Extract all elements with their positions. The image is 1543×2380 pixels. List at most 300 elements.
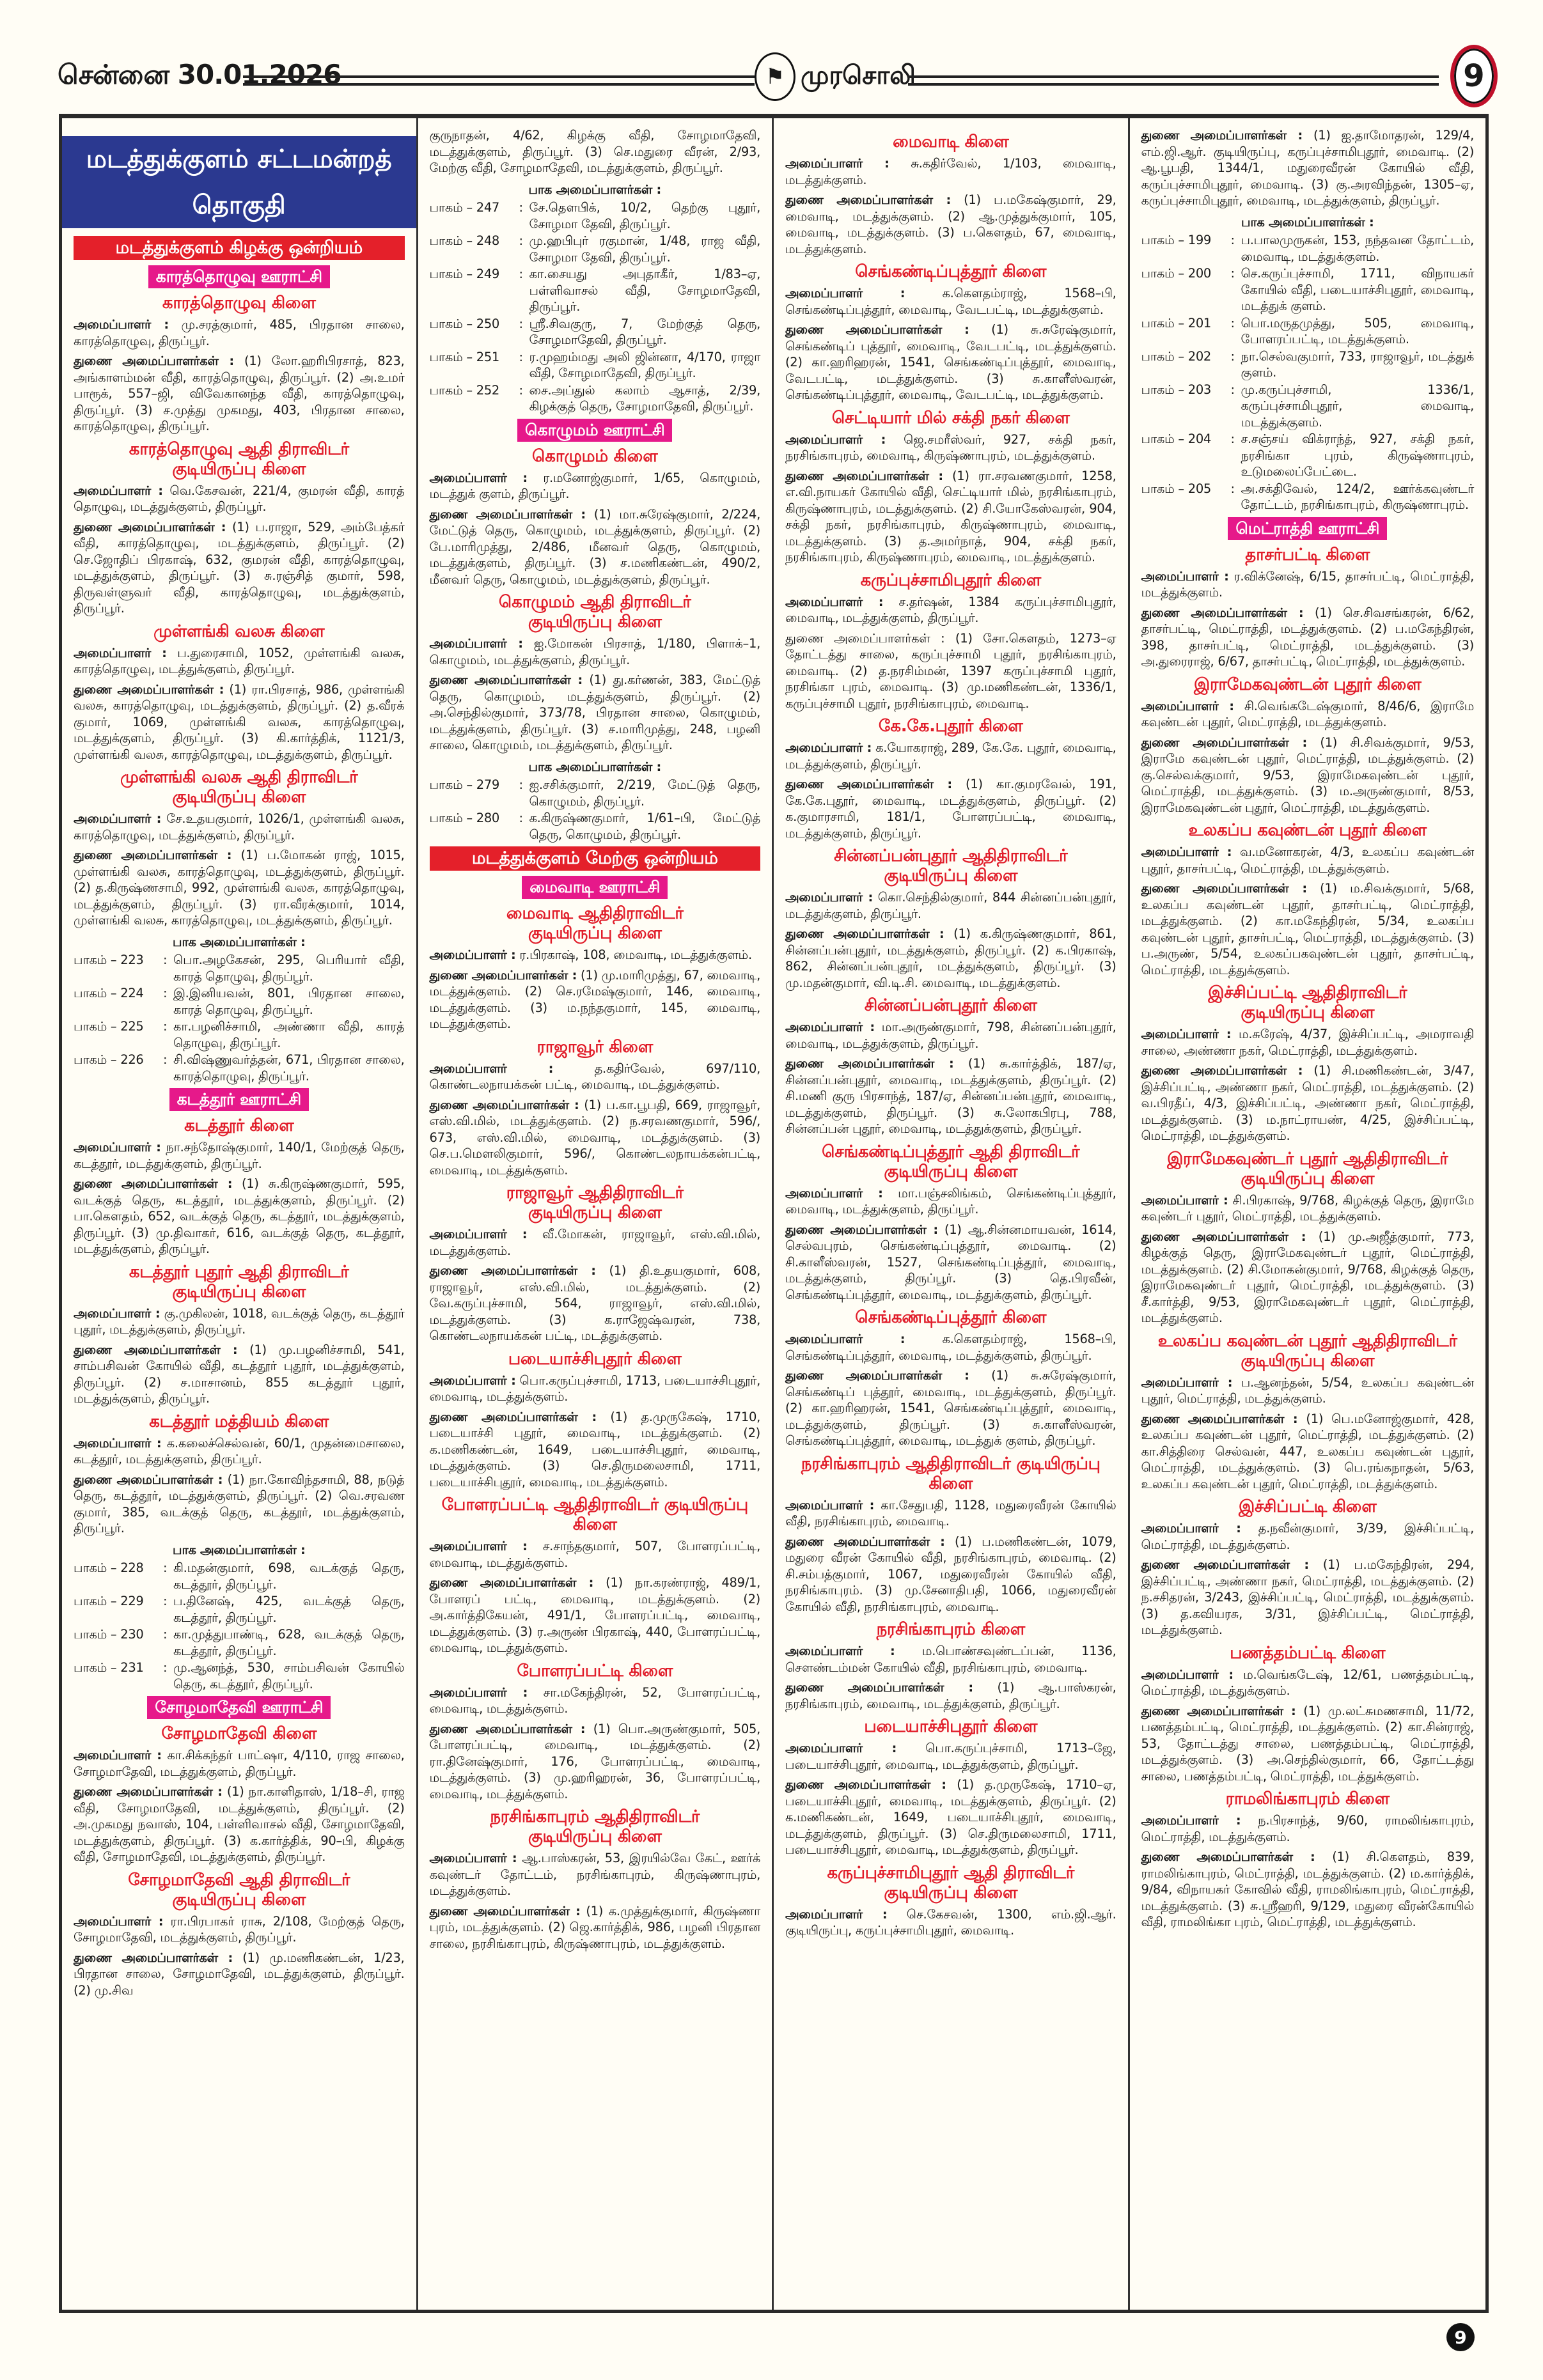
entry-label: அமைப்பாளர் : <box>1141 1521 1241 1536</box>
branch-heading: இராமேகவுண்டர் புதூர் ஆதிதிராவிடர் குடியிருப்பு கிளை <box>1167 1149 1448 1188</box>
booth-organizer-text: ப.பாலமுருகன், 153, நந்தவன தோட்டம், மைவாடி, மடத்துக்குளம். <box>1241 233 1474 264</box>
booth-colon: : <box>1230 348 1235 364</box>
newspaper-name: முரசொலி <box>801 60 916 90</box>
booth-organizers-heading: பாக அமைப்பாளர்கள் : <box>172 1542 306 1557</box>
booth-prefix: பாகம் – <box>1141 432 1184 446</box>
booth-prefix: பாகம் – <box>429 316 473 331</box>
entry-label: துணை அமைப்பாளர்கள் : <box>785 1680 973 1695</box>
deputy-organizers-entry <box>430 1409 761 1491</box>
entry-label: துணை அமைப்பாளர்கள் : <box>785 468 943 483</box>
entry-label: அமைப்பாளர் : <box>1141 568 1229 584</box>
booth-colon: : <box>163 1019 168 1034</box>
entry-text: (1) சி.சிவக்குமார், 9/53, இராமே கவுண்டன் புதூர், மெட்ராத்தி, மடத்துக்குளம். (2) கு.செல்வக்குமார், 9/53, இராமேகவுண்டன் புதூர், மெட்ராத்தி, மடத்துக்குளம். (3) ம.அருண்குமார், 8/53, இராமேகவுண்டன் புதூர், மெட்ராத்தி, மடத்துக்குளம். <box>1141 735 1475 815</box>
entry-label: துணை அமைப்பாளர்கள் : <box>429 1409 597 1424</box>
branch-heading: கடத்தூர் மத்தியம் கிளை <box>149 1412 329 1431</box>
booth-number <box>74 952 163 984</box>
deputy-organizers-entry <box>1141 880 1475 978</box>
deputy-organizers-entry <box>430 1903 761 1952</box>
entry-label: அமைப்பாளர் : <box>74 483 163 498</box>
branch-heading: செங்கண்டிப்புத்தூர் ஆதி திராவிடர் குடியிருப்பு கிளை <box>822 1142 1080 1181</box>
booth-no: 205 <box>1187 481 1212 496</box>
deputy-organizers-entry <box>74 1472 405 1537</box>
branch-heading: சோழமாதேவி கிளை <box>161 1724 317 1743</box>
entry-label: அமைப்பாளர் : <box>1141 1374 1233 1390</box>
constituency-title: மடத்துக்குளம் சட்டமன்றத் தொகுதி <box>62 136 416 228</box>
entry-text: (1) கா.குமரவேல், 191, கே.கே.புதூர், மைவாடி, மடத்துக்குளம், திருப்பூர். (2) க.குமாரசாமி, 181/1, போளரப்பட்டி, மைவாடி, மடத்துக்குளம், திருப்பூர். <box>785 777 1116 841</box>
booth-number <box>1141 232 1231 265</box>
booth-organizer-text: நா.செல்வகுமார், 733, ராஜாவூர், மடத்துக் குளம். <box>1241 348 1474 380</box>
entry-label: துணை அமைப்பாளர்கள் : <box>785 1056 954 1071</box>
deputy-organizers-entry <box>785 1534 1116 1615</box>
entry-text: (1) த.முருகேஷ், 1710, படையாச்சி புதூர், மைவாடி, மடத்துக்குளம். (2) க.மணிகண்டன், 1649, படையாச்சிபுதூர், மைவாடி, மடத்துக்குளம். (3) செ.திருமலைசாமி, 1711, படையாச்சிபுதூர், மைவாடி, மடத்துக்குளம். <box>429 1409 760 1489</box>
booth-organizer-text: ஐ.சசிக்குமார், 2/219, மேட்டுத் தெரு, கொழுமம், திருப்பூர். <box>529 777 760 809</box>
entry-label: அமைப்பாளர் : <box>74 1435 162 1451</box>
booth-prefix: பாகம் – <box>429 349 473 364</box>
organizer-entry <box>430 1061 761 1093</box>
entry-label: அமைப்பாளர் : <box>785 1741 897 1755</box>
deputy-organizers-entry <box>785 1222 1116 1303</box>
booth-colon: : <box>1230 233 1235 247</box>
entry-label: அமைப்பாளர் : <box>785 156 889 171</box>
deputy-organizers-entry <box>74 847 405 929</box>
booth-organizer-row <box>1141 265 1475 315</box>
booth-organizer-text: கி.மதன்குமார், 698, வடக்குத் தெரு, கடத்தூர், திருப்பூர். <box>173 1560 405 1592</box>
organizer-entry <box>785 432 1116 464</box>
entry-label: அமைப்பாளர் : <box>429 1539 528 1553</box>
entry-text: (1) ப.மோகன் ராஜ், 1015, முள்ளங்கி வலசு, காரத்தொழுவு, மடத்துக்குளம், திருப்பூர். (2) த.கிருஷ்ணசாமி, 992, முள்ளங்கி வலசு, காரத்தொழுவு, மடத்துக்குளம், திருப்பூர். (3) ரா.வீரக்குமார், 1014, முள்ளங்கி வலசு, காரத்தொழுவு, மடத்துக்குளம், திருப்பூர். <box>74 848 405 928</box>
entry-label: துணை அமைப்பாளர்கள் : <box>429 1575 594 1590</box>
branch-heading: கருப்புச்சாமிபுதூர் ஆதி திராவிடர் குடியிருப்பு கிளை <box>827 1863 1074 1902</box>
booth-organizer-text: செ.கருப்புச்சாமி, 1711, விநாயகர் கோயில் வீதி, படையாச்சிபுதூர், மைவாடி, மடத்துக் குளம். <box>1241 266 1474 313</box>
entry-label: துணை அமைப்பாளர்கள் : <box>785 192 951 207</box>
branch-heading: மைவாடி கிளை <box>893 132 1009 152</box>
deputy-organizers-entry <box>74 1950 405 1999</box>
entry-text: (1) மு.அஜீத்குமார், 773, கிழக்குத் தெரு, இராமேகவுண்டர் புதூர், மெட்ராத்தி, மடத்துக்குளம். (2) சி.மோகன்குமார், 9/768, கிழக்குத் தெரு, இராமேகவுண்டர் புதூர், மெட்ராத்தி, மடத்துக்குளம். (3) சீ.கார்த்தி, 9/53, இராமேகவுண்டர் புதூர், மெட்ராத்தி, மடத்துக்குளம். <box>1141 1229 1475 1325</box>
deputy-organizers-entry <box>430 672 761 754</box>
branch-heading: ராஜாவூர் கிளை <box>537 1037 653 1057</box>
organizer-entry <box>785 740 1116 772</box>
entry-text: சு.கதிர்வேல், 1/103, மைவாடி, மடத்துக்குளம். <box>785 156 1116 187</box>
organizer-entry <box>785 1643 1116 1676</box>
entry-label: துணை அமைப்பாளர்கள் : <box>74 519 226 534</box>
deputy-organizers-entry <box>1141 1411 1475 1493</box>
deputy-organizers-entry <box>785 192 1116 257</box>
entry-label: அமைப்பாளர் : <box>785 740 872 755</box>
booth-colon: : <box>163 1052 168 1067</box>
booth-number <box>74 1018 163 1051</box>
entry-text: (1) பெ.மனோஜ்குமார், 428, உலகப்ப கவுண்டன் புதூர், மெட்ராத்தி, மடத்துக்குளம். (2) கா.சித்திரை செல்வன், 447, உலகப்ப கவுண்டன் புதூர், மெட்ராத்தி, மடத்துக்குளம். (3) பெ.ரங்கநாதன், 5/63, உலகப்ப கவுண்டன் புதூர், மெட்ராத்தி, மடத்துக்குளம். <box>1141 1411 1475 1491</box>
organizer-entry <box>785 1906 1116 1939</box>
entry-text: (1) மு.லட்சுமணசாமி, 11/72, பணத்தம்பட்டி, மெட்ராத்தி, மடத்துக்குளம். (2) கா.சின்ராஜ், 53, தோட்டத்து சாலை, பணத்தம்பட்டி, மெட்ராத்தி, மடத்துக்குளம். (3) அ.செந்தில்குமார், 66, தோட்டத்து சாலை, பணத்தம்பட்டி, மெட்ராத்தி, மடத்துக்குளம். <box>1141 1703 1474 1784</box>
booth-organizer-row <box>430 382 761 415</box>
booth-prefix: பாகம் – <box>74 1594 117 1608</box>
branch-heading: படையாச்சிபுதூர் கிளை <box>864 1717 1038 1736</box>
organizer-entry <box>785 1331 1116 1364</box>
organizer-entry <box>74 483 405 515</box>
entry-text: (1) ம.சிவக்குமார், 5/68, உலகப்ப கவுண்டன் புதூர், தாசர்பட்டி, மெட்ராத்தி, மடத்துக்குளம். (2) கா.மகேந்திரன், 5/34, உலகப்ப கவுண்டன் புதூர், தாசர்பட்டி, மெட்ராத்தி, மடத்துக்குளம். (3) ப.அருண், 5/54, உலகப்பகவுண்டன் புதூர், தாசர்பட்டி, மெட்ராத்தி, மடத்துக்குளம். <box>1141 881 1474 977</box>
booth-number <box>430 777 519 809</box>
organizer-entry <box>1141 1374 1475 1407</box>
edition-date: சென்னை 30.01.2026 <box>58 59 341 90</box>
booth-colon: : <box>519 382 523 398</box>
entry-text: (1) சி.மணிகண்டன், 3/47, இச்சிப்பட்டி, அண்ணா நகர், மெட்ராத்தி, மடத்துக்குளம். (2) வ.பிரதீப், 4/3, இச்சிப்பட்டி, அண்ணா நகர், மெட்ராத்தி, மடத்துக்குளம். (3) ம.நாட்ராயண், 4/25, இச்சிப்பட்டி, மெட்ராத்தி, மடத்துக்குளம். <box>1141 1063 1475 1143</box>
organizer-entry <box>74 316 405 349</box>
booth-organizer-row <box>1141 232 1475 265</box>
entry-label: துணை அமைப்பாளர்கள் : <box>74 1472 223 1487</box>
booth-prefix: பாகம் – <box>429 233 473 248</box>
booth-prefix: பாகம் – <box>74 1660 117 1675</box>
entry-label: துணை அமைப்பாளர்கள் : <box>74 848 232 862</box>
column-4 <box>1130 118 1486 2310</box>
booth-colon: : <box>519 316 523 331</box>
booth-organizers-heading: பாக அமைப்பாளர்கள் : <box>528 759 662 774</box>
booth-no: 203 <box>1187 382 1212 397</box>
deputy-organizers-entry <box>1141 127 1475 209</box>
entry-text: (1) நா.காளிதாஸ், 1/18–சி, ராஜ வீதி, சோழமாதேவி, மடத்துக்குளம், திருப்பூர். (2) அ.முகமது நவாஸ், 104, பள்ளிவாசல் வீதி, சோழமாதேவி, மடத்துக்குளம், திருப்பூர். (3) க.கார்த்திக், 90–பி, கிழக்கு வீதி, சோழமாதேவி, மடத்துக்குளம், திருப்பூர். <box>74 1784 405 1864</box>
entry-label: அமைப்பாளர் : <box>785 286 905 300</box>
entry-label: துணை அமைப்பாளர்கள் : <box>74 1176 233 1191</box>
entry-text: க.யோகராஜ், 289, கே.கே. புதூர், மைவாடி, மடத்துக்குளம், திருப்பூர். <box>785 740 1116 772</box>
organizer-entry <box>1141 1812 1475 1845</box>
booth-prefix: பாகம் – <box>429 777 473 792</box>
branch-heading: சின்னப்பன்புதூர் ஆதிதிராவிடர் குடியிருப்பு கிளை <box>834 846 1068 885</box>
deputy-organizers-entry <box>74 519 405 617</box>
branch-heading: தாசர்பட்டி கிளை <box>1245 545 1370 564</box>
deputy-organizers-entry <box>1141 1849 1475 1931</box>
booth-no: 230 <box>120 1627 144 1642</box>
booth-organizer-row <box>430 266 761 315</box>
booth-organizer-text: சே.தௌபிக், 10/2, தெற்கு புதூர், சோழமா தேவி, திருப்பூர். <box>529 200 760 231</box>
entry-label: துணை அமைப்பாளர்கள் : <box>429 673 583 687</box>
organizer-entry <box>74 1913 405 1946</box>
panchayat-heading: மெட்ராத்தி ஊராட்சி <box>1228 517 1387 540</box>
entry-text: வெ.கேசவன், 221/4, குமரன் வீதி, காரத் தொழுவு, மடத்துக்குளம், திருப்பூர். <box>74 483 405 514</box>
entry-label: துணை அமைப்பாளர்கள் : <box>1141 735 1307 750</box>
entry-text: (1) சு.சுரேஷ்குமார், செங்கண்டிப் புத்தூர், மைவாடி, வேடபட்டி, மடத்துக்குளம். (2) கா.ஹரிஹரன், 1541, செங்கண்டிப்புத்தூர், மைவாடி, வேடபட்டி, மடத்துக்குளம். (3) சு.காளீஸ்வரன், செங்கண்டிப்புத்தூர், மைவாடி, வேடபட்டி, மடத்துக்குளம். <box>785 322 1116 402</box>
organizer-entry <box>1141 568 1475 601</box>
entry-label: துணை அமைப்பாளர்கள் : <box>1141 1411 1298 1426</box>
organizer-entry <box>430 1538 761 1571</box>
organizer-entry <box>785 1740 1116 1773</box>
branch-heading: கடத்தூர் புதூர் ஆதி திராவிடர் குடியிருப்பு கிளை <box>129 1262 349 1302</box>
booth-organizer-text: ப.தினேஷ், 425, வடக்குத் தெரு, கடத்தூர், திருப்பூர். <box>173 1594 405 1625</box>
booth-colon: : <box>1230 315 1235 331</box>
booth-colon: : <box>163 1660 168 1675</box>
branch-heading: உலகப்ப கவுண்டன் புதூர் கிளை <box>1188 821 1427 840</box>
booth-number <box>430 810 519 843</box>
entry-text: த.கதிர்வேல், 697/110, கொண்டலநாயக்கன் பட்டி, மைவாடி, மடத்துக்குளம். <box>429 1061 760 1092</box>
entry-text: (1) சி.கௌதம், 839, ராமலிங்காபுரம், மெட்ராத்தி, மடத்துக்குளம். (2) ம.கார்த்திக், 9/84, விநாயகர் கோவில் வீதி, ராமலிங்காபுரம், மெட்ராத்தி, மடத்துக்குளம். (3) சு.ஸ்ரீஹரி, 9/129, மதுரை வீரன்கோயில் வீதி, ராமலிங்கா புரம், மெட்ராத்தி, மடத்துக்குளம். <box>1141 1849 1475 1929</box>
deputy-organizers-entry <box>1141 1557 1475 1638</box>
entry-label: அமைப்பாளர் : <box>74 317 169 332</box>
entry-text: (1) சு.சுரேஷ்குமார், செங்கண்டிப் புத்தூர், மைவாடி, மடத்துக்குளம், திருப்பூர். (2) கா.ஹரிஹரன், 1541, செங்கண்டிப்புத்தூர், மைவாடி, மடத்துக்குளம், திருப்பூர். (3) சு.காளீஸ்வரன், செங்கண்டிப்புத்தூர், மைவாடி, மடத்துக் குளம், திருப்பூர். <box>785 1368 1116 1448</box>
booth-organizer-text: கா.பழனிச்சாமி, அண்ணா வீதி, காரத் தொழுவு, திருப்பூர். <box>173 1019 405 1050</box>
branch-heading: சோழமாதேவி ஆதி திராவிடர் குடியிருப்பு கிளை <box>128 1870 350 1909</box>
branch-heading: கொழுமம் கிளை <box>532 446 658 466</box>
entry-text: (1) நா.கோவிந்தசாமி, 88, நடுத் தெரு, கடத்தூர், மடத்துக்குளம், திருப்பூர். (2) வெ.சரவண குமார், 385, வடக்குத் தெரு, கடத்தூர், மடத்துக்குளம், திருப்பூர். <box>74 1472 405 1536</box>
entry-text: (1) லோ.ஹரிபிரசாத், 823, அங்காளம்மன் வீதி, காரத்தொழுவு, திருப்பூர். (2) அ.உமர் பாரூக், 557–ஜி, விவேகானந்த வீதி, காரத்தொழுவு, திருப்பூர். (3) ச.முத்து முகமது, 403, பிரதான சாலை, காரத்தொழுவு, திருப்பூர். <box>74 354 405 433</box>
entry-text: (1) சு.கார்த்திக், 187/ஏ, சின்னப்பன்புதூர், மைவாடி, மடத்துக்குளம், திருப்பூர். (2) சி.மணி குரு பிரசாந்த், 187/ஏ, சின்னப்பன்புதூர், மைவாடி, மடத்துக்குளம், திருப்பூர். (3) சு.லோகபிரபு, 788, சின்னப்பன் புதூர், மைவாடி, மடத்துக்குளம், திருப்பூர். <box>785 1056 1116 1136</box>
organizer-entry <box>430 947 761 963</box>
masthead-rule-left <box>243 75 755 86</box>
booth-no: 200 <box>1187 266 1212 281</box>
booth-organizer-text: கா.சையது அபுதாகீர், 1/83–ஏ, பள்ளிவாசல் வீதி, சோழமாதேவி, திருப்பூர். <box>529 267 760 314</box>
entry-text: (1) மா.சுரேஷ்குமார், 2/224, மேட்டுத் தெரு, கொழுமம், மடத்துக்குளம், திருப்பூர். (2) பே.மாரிமுத்து, 2/486, மீனவர் தெரு, கொழுமம், மடத்துக்குளம், திருப்பூர். (3) ச.மணிகண்டன், 490/2, மீனவர் தெரு, கொழுமம், மடத்துக்குளம், திருப்பூர். <box>429 506 761 587</box>
booth-prefix: பாகம் – <box>429 811 473 825</box>
branch-heading: காரத்தொழுவு கிளை <box>162 293 316 313</box>
branch-heading: இராமேகவுண்டன் புதூர் கிளை <box>1194 674 1422 694</box>
booth-organizer-text: மு.ஆனந்த், 530, சாம்பசிவன் கோயில் தெரு, கடத்தூர், திருப்பூர். <box>173 1660 405 1692</box>
branch-heading: செங்கண்டிப்புத்தூர் கிளை <box>855 262 1047 281</box>
booth-prefix: பாகம் – <box>429 382 473 398</box>
organizer-entry <box>1141 1520 1475 1553</box>
booth-prefix: பாகம் – <box>74 1627 117 1642</box>
booth-organizers-heading: பாக அமைப்பாளர்கள் : <box>172 934 306 949</box>
deputy-organizers-entry <box>1141 605 1475 670</box>
deputy-organizers-entry <box>74 353 405 435</box>
organizer-entry <box>1141 844 1475 876</box>
entry-text: (1) க.முத்துக்குமார், கிருஷ்ணா புரம், மடத்துக்குளம். (2) ஜெ.கார்த்திக், 986, பழனி பிரதான சாலை, நரசிங்காபுரம், கிருஷ்ணாபுரம், மடத்துக்குளம். <box>429 1903 760 1951</box>
panchayat-heading: கடத்தூர் ஊராட்சி <box>169 1088 309 1111</box>
branch-heading: மைவாடி ஆதிதிராவிடர் குடியிருப்பு கிளை <box>506 904 684 943</box>
entry-label: துணை அமைப்பாளர்கள் : <box>429 1263 596 1278</box>
deputy-organizers-entry <box>1141 1062 1475 1144</box>
deputy-organizers-entry <box>785 630 1116 712</box>
entry-label: துணை அமைப்பாளர்கள் : <box>785 322 969 337</box>
entry-text: (1) ப.கா.பூபதி, 669, ராஜாவூர், எஸ்.வி.மில், மடத்துக்குளம். (2) ந.சரவணகுமார், 596/, 673, எஸ்.வி.மில், மைவாடி, மடத்துக்குளம். (3) செ.ப.மௌலிகுமார், 596/, கொண்டலநாயக்கன்பட்டி, மைவாடி, மடத்துக்குளம். <box>429 1097 761 1178</box>
entry-text: (1) ப.ராஜா, 529, அம்பேத்கர் வீதி, காரத்தொழுவு, மடத்துக்குளம், திருப்பூர். (2) செ.ஜோதிப் பிரகாஷ், 632, குமரன் வீதி, காரத்தொழுவு, மடத்துக்குளம், திருப்பூர். (3) சு.ரஞ்சித் குமார், 598, திருவள்ளுவர் வீதி, காரத்தொழுவு, மடத்துக்குளம், திருப்பூர். <box>74 519 405 616</box>
panchayat-heading: மைவாடி ஊராட்சி <box>522 876 668 899</box>
branch-heading: ராஜாவூர் ஆதிதிராவிடர் குடியிருப்பு கிளை <box>506 1183 684 1222</box>
booth-organizer-text: சை.அப்துல் கலாம் ஆசாத், 2/39, கிழக்குத் தெரு, சோழமாதேவி, திருப்பூர். <box>529 382 760 414</box>
booth-no: 279 <box>476 777 500 792</box>
article-frame <box>59 114 1489 2313</box>
branch-heading: நரசிங்காபுரம் கிளை <box>876 1620 1025 1639</box>
organizer-entry <box>1141 1192 1475 1225</box>
entry-text: வ.மனோகரன், 4/3, உலகப்ப கவுண்டன் புதூர், தாசர்பட்டி, மெட்ராத்தி, மடத்துக்குளம். <box>1141 844 1475 876</box>
entry-label: அமைப்பாளர் : <box>785 1020 875 1034</box>
booth-no: 249 <box>476 267 500 281</box>
deputy-organizers-entry <box>430 506 761 588</box>
booth-number <box>1141 315 1231 348</box>
booth-organizer-row <box>74 1660 405 1692</box>
entry-label: துணை அமைப்பாளர்கள் : <box>785 1222 938 1237</box>
entry-label: அமைப்பாளர் : <box>74 811 162 826</box>
organizer-entry <box>74 1435 405 1468</box>
branch-heading: கடத்தூர் கிளை <box>184 1116 294 1135</box>
booth-colon: : <box>519 200 523 215</box>
deputy-organizers-entry <box>785 1367 1116 1449</box>
panchayat-heading: காரத்தொழுவு ஊராட்சி <box>148 265 330 288</box>
booth-no: 231 <box>120 1660 144 1675</box>
booth-organizer-text: ஸ்ரீ.சிவகுரு, 7, மேற்குத் தெரு, சோழமாதேவி, திருப்பூர். <box>529 316 760 347</box>
deputy-organizers-entry <box>785 1679 1116 1712</box>
entry-label: அமைப்பாளர் : <box>785 432 886 447</box>
organizer-entry <box>785 889 1116 922</box>
entry-label: துணை அமைப்பாளர்கள் : <box>785 1534 945 1549</box>
entry-label: துணை அமைப்பாளர்கள் : <box>429 1903 581 1918</box>
entry-text: (1) மு.மாரிமுத்து, 67, மைவாடி, மடத்துக்குளம். (2) செ.ரமேஷ்குமார், 146, மைவாடி, மடத்துக்குளம். (3) ம.நந்தகுமார், 145, மைவாடி, மடத்துக்குளம். <box>429 967 760 1031</box>
booth-no: 250 <box>476 316 500 331</box>
booth-organizers-heading: பாக அமைப்பாளர்கள் : <box>528 182 662 197</box>
branch-heading: கொழுமம் ஆதி திராவிடர் குடியிருப்பு கிளை <box>498 593 691 632</box>
entry-label: அமைப்பாளர் : <box>74 645 167 660</box>
entry-label: அமைப்பாளர் : <box>429 636 523 651</box>
entry-label: அமைப்பாளர் : <box>785 1497 875 1513</box>
entry-text: கா.சேதுபதி, 1128, மதுரைவீரன் கோயில் வீதி, நரசிங்காபுரம், மைவாடி. <box>785 1497 1116 1528</box>
entry-label: அமைப்பாளர் : <box>429 1061 554 1076</box>
booth-organizer-row <box>74 1018 405 1051</box>
booth-organizer-row <box>430 316 761 348</box>
booth-organizer-row <box>1141 382 1475 431</box>
booth-organizer-text: அ.சக்திவேல், 124/2, ஊர்க்கவுண்டர் தோட்டம், நரசிங்காபுரம், கிருஷ்ணாபுரம். <box>1241 481 1474 512</box>
organizer-entry <box>1141 1667 1475 1699</box>
entry-label: அமைப்பாளர் : <box>785 1332 905 1346</box>
organizer-entry <box>785 594 1116 626</box>
column-3 <box>774 118 1130 2310</box>
entry-text: சி.வெங்கடேஷ்குமார், 8/46/6, இராமே கவுண்டன் புதூர், மெட்ராத்தி, மடத்துக்குளம். <box>1141 698 1474 729</box>
deputy-organizers-entry <box>430 967 761 1032</box>
booth-organizer-text: பொ.அழகேசன், 295, பெரியார் வீதி, காரத் தொழுவு, திருப்பூர். <box>173 953 405 984</box>
organizer-entry <box>430 470 761 502</box>
booth-number <box>1141 431 1231 480</box>
entry-text: மா.பஞ்சலிங்கம், செங்கண்டிப்புத்தூர், மைவாடி, மடத்துக்குளம், திருப்பூர். <box>785 1185 1116 1217</box>
booth-prefix: பாகம் – <box>74 1019 117 1034</box>
deputy-organizers-entry <box>74 1176 405 1257</box>
entry-text: (1) த.முருகேஷ், 1710–ஏ, படையாச்சிபுதூர், மைவாடி, மடத்துக்குளம், திருப்பூர். (2) க.மணிகண்டன், 1649, படையாச்சிபுதூர், மைவாடி, மடத்துக்குளம், திருப்பூர். (3) செ.திருமலைசாமி, 1711, படையாச்சிபுதூர், மைவாடி, மடத்துக்குளம், திருப்பூர். <box>785 1777 1116 1857</box>
entry-text: கொ.செந்தில்குமார், 844 சின்னப்பன்புதூர், மடத்துக்குளம், திருப்பூர். <box>785 890 1116 921</box>
booth-organizer-row <box>430 810 761 843</box>
organizer-entry <box>1141 1026 1475 1059</box>
deputy-organizers-entry <box>74 681 405 763</box>
entry-text: (1) ரா.சரவணகுமார், 1258, எ.வி.நாயகர் கோயில் வீதி, செட்டியார் மில், நரசிங்காபுரம், கிருஷ்ணாபுரம், மடத்துக்குளம். (2) சி.யோகேஸ்வரன், 904, சக்தி நகர், நரசிங்காபுரம், கிருஷ்ணாபுரம், மைவாடி, மடத்துக்குளம். (3) த.அமர்நாத், 904, சக்தி நகர், நரசிங்காபுரம், கிருஷ்ணாபுரம், மைவாடி, மடத்துக்குளம். <box>785 468 1116 564</box>
entry-text: (1) மு.மணிகண்டன், 1/23, பிரதான சாலை, சோழமாதேவி, மடத்துக்குளம், திருப்பூர். (2) மு.சிவ <box>74 1950 405 1998</box>
entry-text: பொ.கருப்புச்சாமி, 1713, படையாச்சிபுதூர், மைவாடி, மடத்துக்குளம். <box>429 1373 760 1404</box>
booth-organizer-row <box>430 199 761 232</box>
entry-label: அமைப்பாளர் : <box>74 1305 161 1321</box>
booth-prefix: பாகம் – <box>1141 481 1184 496</box>
union-heading: மடத்துக்குளம் கிழக்கு ஒன்றியம் <box>74 236 405 260</box>
page-number-badge: 9 <box>1450 45 1498 107</box>
branch-heading: இச்சிப்பட்டி கிளை <box>1238 1497 1377 1516</box>
entry-text: கு.முகிலன், 1018, வடக்குத் தெரு, கடத்தூர் புதூர், மடத்துக்குளம், திருப்பூர். <box>74 1305 405 1337</box>
booth-organizer-row <box>1141 315 1475 348</box>
booth-number <box>74 1593 163 1626</box>
entry-text: சே.உதயகுமார், 1026/1, முள்ளங்கி வலசு, காரத்தொழுவு, மடத்துக்குளம், திருப்பூர். <box>74 811 405 843</box>
booth-number <box>74 1560 163 1592</box>
entry-label: துணை அமைப்பாளர்கள் : <box>74 1342 238 1357</box>
booth-organizer-row <box>74 985 405 1018</box>
booth-prefix: பாகம் – <box>1141 266 1184 281</box>
deputy-organizers-entry <box>785 776 1116 841</box>
booth-colon: : <box>1230 481 1235 496</box>
entry-label: துணை அமைப்பாளர்கள் : <box>785 777 952 791</box>
booth-no: 228 <box>120 1560 144 1575</box>
deputy-organizers-entry <box>430 1721 761 1803</box>
booth-no: 229 <box>120 1594 144 1608</box>
booth-no: 247 <box>476 200 500 215</box>
branch-heading: இச்சிப்பட்டி ஆதிதிராவிடர் குடியிருப்பு கிளை <box>1208 983 1407 1022</box>
booth-number <box>1141 382 1231 431</box>
entry-text: ம.வெங்கடேஷ், 12/61, பணத்தம்பட்டி, மெட்ராத்தி, மடத்துக்குளம். <box>1141 1667 1474 1698</box>
entry-label: அமைப்பாளர் : <box>74 1913 164 1929</box>
entry-text: வீ.மோகன், ராஜாவூர், எஸ்.வி.மில், மடத்துக்குளம். <box>429 1227 761 1258</box>
booth-organizer-text: மு.கருப்புச்சாமி, 1336/1, கருப்புச்சாமிபுதூர், மைவாடி, மடத்துக்குளம். <box>1241 382 1474 430</box>
column-1 <box>62 118 418 2310</box>
entry-text: (1) சோ.கௌதம், 1273–ஏ தோட்டத்து சாலை, கருப்புச்சாமி புதூர், நரசிங்காபுரம், மைவாடி. (2) த.நரசிம்மன், 1397 கருப்புச்சாமி புதூர், நரசிங்கா புரம், மைவாடி. (3) மு.மணிகண்டன், 1336/1, கருப்புச்சாமி புதூர், நரசிங்காபுரம், மைவாடி. <box>785 630 1116 711</box>
entry-label: அமைப்பாளர் : <box>1141 1192 1228 1208</box>
booth-colon: : <box>519 349 523 364</box>
entry-label: துணை அமைப்பாளர்கள் : <box>1141 128 1303 143</box>
entry-text: சி.பிரகாஷ், 9/768, கிழக்குத் தெரு, இராமே கவுண்டர் புதூர், மெட்ராத்தி, மடத்துக்குளம். <box>1141 1192 1474 1224</box>
entry-text: (1) மு.பழனிச்சாமி, 541, சாம்பசிவன் கோயில் வீதி, கடத்தூர் புதூர், மடத்துக்குளம், திருப்பூர். (2) ச.மாசானம், 855 கடத்தூர் புதூர், மடத்துக்குளம், திருப்பூர். <box>74 1342 405 1406</box>
organizer-entry <box>430 1226 761 1259</box>
entry-text: ம.பொண்சவுண்டப்பன், 1136, சௌண்டம்மன் கோயில் வீதி, நரசிங்காபுரம், மைவாடி. <box>785 1644 1116 1675</box>
murasoli-emblem-icon: ⚑ <box>755 52 795 101</box>
entry-label: துணை அமைப்பாளர்கள் : <box>1141 605 1304 620</box>
deputy-organizers-entry <box>785 468 1116 566</box>
entry-text: ர.பிரகாஷ், 108, மைவாடி, மடத்துக்குளம். <box>519 947 752 962</box>
branch-heading: ராமலிங்காபுரம் கிளை <box>1225 1789 1390 1808</box>
booth-organizer-text: ச.சஞ்சய் விக்ராந்த், 927, சக்தி நகர், நரசிங்கா புரம், கிருஷ்ணாபுரம், உடுமலைப்பேட்டை. <box>1241 432 1474 479</box>
entry-text: செ.கேசவன், 1300, எம்.ஜி.ஆர். குடியிருப்பு, கருப்புச்சாமிபுதூர், மைவாடி. <box>785 1906 1116 1938</box>
entry-label: அமைப்பாளர் : <box>785 1906 888 1922</box>
booth-no: 225 <box>120 1019 144 1034</box>
continued-text: குருநாதன், 4/62, கிழக்கு வீதி, சோழமாதேவி, மடத்துக்குளம், திருப்பூர். (3) செ.மதுரை வீரன், 2/93, மேற்கு வீதி, சோழமாதேவி, மடத்துக்குளம், திருப்பூர். <box>429 128 760 175</box>
column-2 <box>418 118 774 2310</box>
organizer-entry <box>430 1684 761 1717</box>
deputy-organizers-entry <box>1141 1229 1475 1326</box>
booth-organizer-text: சி.விஷ்ணுவர்த்தன், 671, பிரதான சாலை, காரத்தொழுவு, திருப்பூர். <box>173 1052 405 1084</box>
booth-prefix: பாகம் – <box>74 1560 117 1575</box>
deputy-organizers-entry <box>74 1342 405 1407</box>
panchayat-heading: சோழமாதேவி ஊராட்சி <box>147 1696 331 1719</box>
booth-organizer-text: கா.முத்துபாண்டி, 628, வடக்குத் தெரு, கடத்தூர், திருப்பூர். <box>173 1627 405 1658</box>
booth-number <box>430 316 519 348</box>
booth-number <box>430 266 519 315</box>
entry-label: அமைப்பாளர் : <box>429 947 516 962</box>
organizer-entry <box>74 1747 405 1780</box>
entry-label: துணை அமைப்பாளர்கள் : <box>1141 1703 1296 1718</box>
entry-text: மா.அருண்குமார், 798, சின்னப்பன்புதூர், மைவாடி, மடத்துக்குளம், திருப்பூர். <box>785 1020 1116 1051</box>
branch-heading: முள்ளங்கி வலசு கிளை <box>153 621 325 641</box>
booth-prefix: பாகம் – <box>74 953 117 967</box>
entry-text: க.கலைச்செல்வன், 60/1, முதன்மைசாலை, கடத்தூர், மடத்துக்குளம், திருப்பூர். <box>74 1435 405 1466</box>
entry-text: (1) சு.கிருஷ்ணகுமார், 595, வடக்குத் தெரு, கடத்தூர், மடத்துக்குளம், திருப்பூர். (2) பா.கௌதம், 652, வடக்குத் தெரு, கடத்தூர், மடத்துக்குளம், திருப்பூர். (3) மு.திவாகர், 616, வடக்குத் தெரு, கடத்தூர், மடத்துக்குளம், திருப்பூர். <box>74 1176 405 1256</box>
deputy-organizers-entry <box>430 1575 761 1656</box>
booth-no: 202 <box>1187 348 1212 364</box>
booth-no: 252 <box>476 382 500 398</box>
entry-text: த.நவீன்குமார், 3/39, இச்சிப்பட்டி, மெட்ராத்தி, மடத்துக்குளம். <box>1141 1521 1474 1552</box>
booth-organizer-text: பொ.மருதமுத்து, 505, மைவாடி, போளரப்பட்டி, மடத்துக்குளம். <box>1241 315 1474 346</box>
deputy-organizers-entry <box>785 1055 1116 1137</box>
union-heading: மடத்துக்குளம் மேற்கு ஒன்றியம் <box>430 846 761 871</box>
branch-heading: கருப்புச்சாமிபுதூர் கிளை <box>860 570 1041 590</box>
organizer-entry <box>74 1305 405 1338</box>
booth-no: 280 <box>476 811 500 825</box>
entry-label: அமைப்பாளர் : <box>785 890 873 905</box>
booth-organizer-text: இ.இனியவன், 801, பிரதான சாலை, காரத் தொழுவு, திருப்பூர். <box>173 986 405 1017</box>
booth-prefix: பாகம் – <box>1141 348 1184 364</box>
entry-text: (1) க.கிருஷ்ணகுமார், 861, சின்னப்பன்புதூர், மடத்துக்குளம், திருப்பூர். (2) க.பிரகாஷ், 862, சின்னப்பன்புதூர், மடத்துக்குளம், திருப்பூர். (3) மு.மதன்குமார், வி.டி.சி. மைவாடி, மடத்துக்குளம். <box>785 926 1116 990</box>
entry-text: பொ.கருப்புச்சாமி, 1713–ஜே, படையாச்சிபுதூர், மைவாடி, மடத்துக்குளம், திருப்பூர். <box>785 1741 1116 1772</box>
entry-label: துணை அமைப்பாளர்கள் : <box>429 967 577 983</box>
entry-label: அமைப்பாளர் : <box>429 1227 528 1241</box>
booth-prefix: பாகம் – <box>1141 315 1184 331</box>
entry-label: அமைப்பாளர் : <box>74 1140 161 1155</box>
booth-no: 199 <box>1187 233 1212 247</box>
booth-prefix: பாகம் – <box>74 1052 117 1067</box>
